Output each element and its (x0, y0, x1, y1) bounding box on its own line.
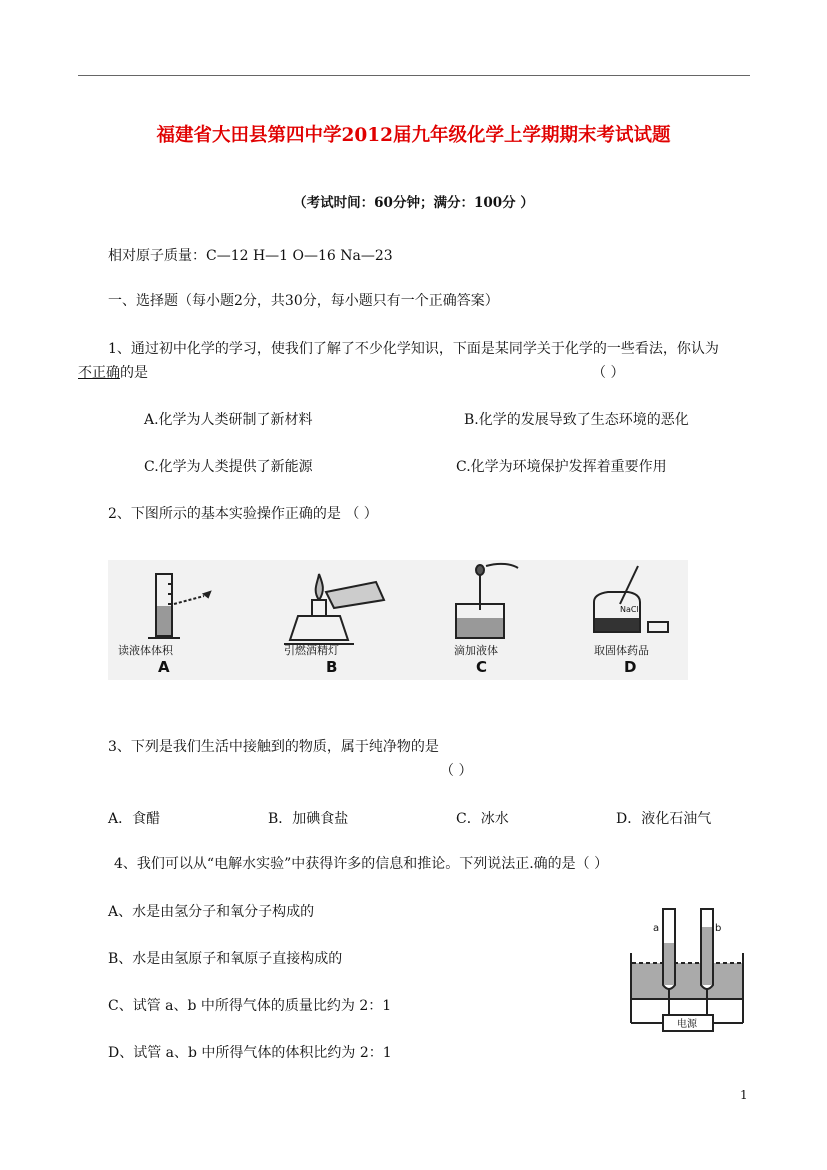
option-4d: D、试管 a、b 中所得气体的体积比约为 2：1 (108, 1045, 392, 1061)
option-4a: A、水是由氢分子和氧分子构成的 (108, 904, 315, 920)
power-source-label: 电源 (677, 1019, 697, 1030)
caption-a: 读液体体积 (118, 644, 173, 657)
section-heading: 一、选择题（每小题2分，共30分，每小题只有一个正确答案） (108, 293, 499, 309)
option-1c: C.化学为人类提供了新能源 (144, 459, 313, 475)
bottle-label: NaCl (620, 605, 639, 614)
option-1a: A.化学为人类研制了新材料 (144, 412, 313, 428)
option-3b: B．加碘食盐 (268, 811, 349, 827)
option-1b: B.化学的发展导致了生态环境的恶化 (464, 412, 689, 428)
electrolysis-apparatus (621, 903, 753, 1041)
header-rule (78, 75, 750, 76)
question-2-stem: 2、下图所示的基本实验操作正确的是 （ ） (108, 506, 378, 522)
option-3a: A．食醋 (108, 811, 161, 827)
option-4b: B、水是由氢原子和氧原子直接构成的 (108, 951, 343, 967)
question-1-stem-cont (78, 362, 148, 382)
option-3c: C．冰水 (456, 811, 509, 827)
tube-label-a: a (653, 923, 660, 934)
option-1d: C.化学为环境保护发挥着重要作用 (456, 459, 667, 475)
page-number: 1 (740, 1088, 748, 1102)
underlined-keyword: 不正确 (78, 365, 120, 381)
caption-d: 取固体药品 (594, 644, 649, 657)
label-a: A (158, 658, 170, 676)
option-4c: C、试管 a、b 中所得气体的质量比约为 2：1 (108, 998, 392, 1014)
caption-b: 引燃酒精灯 (284, 644, 339, 657)
label-d: D (624, 658, 637, 676)
question-4-stem: 4、我们可以从“电解水实验”中获得许多的信息和推论。下列说法正.确的是（ ） (114, 856, 609, 872)
question-1-stem: 1、通过初中化学的学习，使我们了解了不少化学知识，下面是某同学关于化学的一些看法，你认为 (108, 341, 719, 357)
lab-operations-figure (108, 560, 688, 680)
label-c: C (476, 658, 488, 676)
answer-blank-1: （ ） (592, 365, 625, 381)
caption-c: 滴加液体 (454, 644, 498, 657)
answer-blank-3: （ ） (440, 763, 473, 779)
page-title: 福建省大田县第四中学2012届九年级化学上学期期末考试试题 (156, 125, 671, 146)
question-3-stem: 3、下列是我们生活中接触到的物质，属于纯净物的是 (108, 739, 439, 755)
tube-label-b: b (715, 923, 722, 934)
exam-info: （考试时间：60分钟；满分：100分 ） (293, 195, 534, 211)
atomic-masses: 相对原子质量：C—12 H—1 O—16 Na—23 (108, 248, 393, 264)
option-3d: D．液化石油气 (616, 811, 712, 827)
label-b: B (326, 658, 338, 676)
question-1-stem-tail: 的是 (120, 365, 148, 381)
